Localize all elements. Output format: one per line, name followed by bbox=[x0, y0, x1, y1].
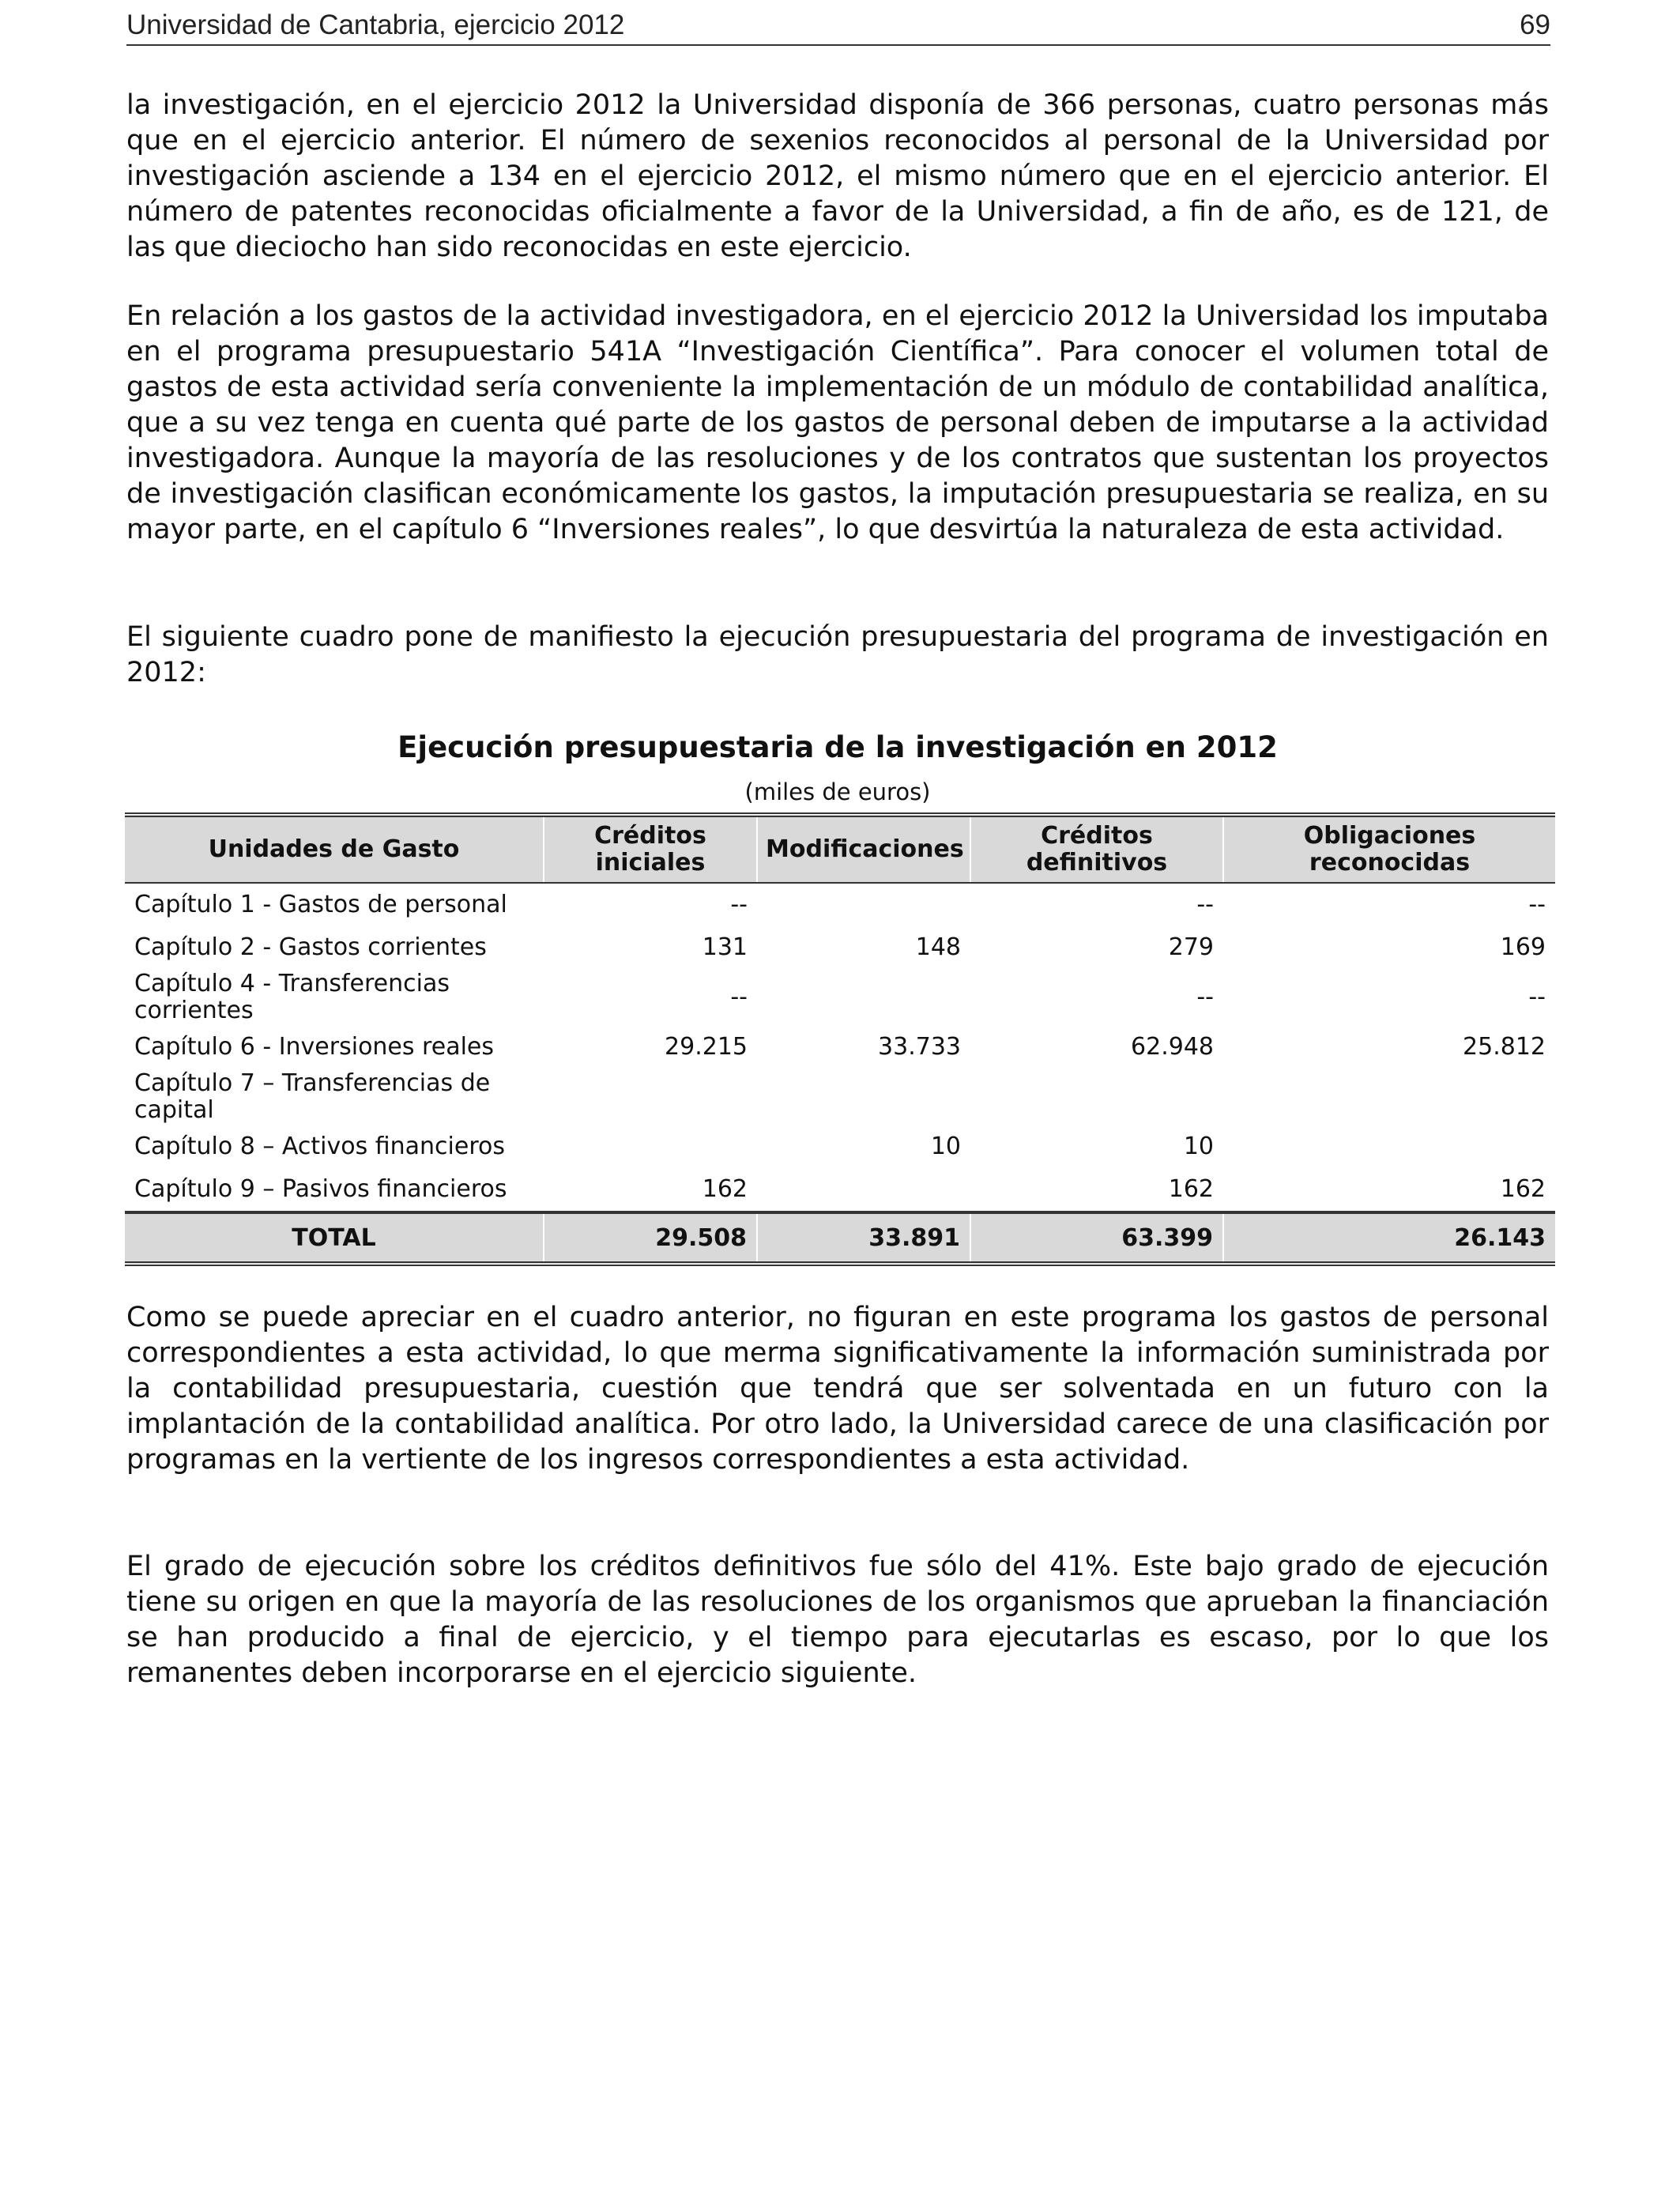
cell-modificaciones: 10 bbox=[930, 1133, 961, 1160]
cell-creditos-definitivos bbox=[970, 1069, 1223, 1125]
table-total-row bbox=[125, 1212, 1555, 1264]
cell-modificaciones bbox=[757, 883, 970, 926]
table-row bbox=[125, 1026, 1555, 1069]
table-row bbox=[125, 926, 1555, 969]
cell-modificaciones bbox=[757, 1069, 970, 1125]
table-row bbox=[125, 883, 1555, 926]
cell-modificaciones bbox=[757, 1168, 970, 1212]
column-header-unidades: Unidades de Gasto bbox=[125, 815, 544, 883]
paragraph-table-intro: El siguiente cuadro pone de manifiesto la ejecución presupuestaria del programa de investigación en 2012: bbox=[126, 621, 1549, 688]
column-header-creditos-definitivos: Créditos definitivos bbox=[970, 815, 1223, 883]
table-row bbox=[125, 1069, 1555, 1125]
paragraph-execution-grade: El grado de ejecución sobre los créditos definitivos fue sólo del 41%. Este bajo grado de ejecución tiene su origen en que la mayoría de las resoluciones de los organismos que aprueban la financiación se han producido a final de ejercicio, y el tiempo para ejecutarlas es escaso, por lo que los remanentes deben incorporarse en el ejercicio siguiente. bbox=[126, 1551, 1549, 1689]
cell-creditos-definitivos: -- bbox=[1196, 983, 1214, 1011]
cell-creditos-definitivos: 62.948 bbox=[1131, 1033, 1214, 1061]
cell-modificaciones: 148 bbox=[915, 933, 961, 961]
table-header-row bbox=[125, 815, 1555, 883]
cell-creditos-definitivos: 279 bbox=[1168, 933, 1214, 961]
row-label: Capítulo 9 – Pasivos financieros bbox=[134, 1175, 507, 1203]
paragraph-research-staff: la investigación, en el ejercicio 2012 la Universidad disponía de 366 personas, cuatro personas más que en el ejercicio anterior. El número de sexenios reconocidos al personal de la Universidad por investigación asciende a 134 en el ejercicio 2012, el mismo número que en el ejercicio anterior. El número de patentes reconocidas oficialmente a favor de la Universidad, a fin de año, es de 121, de las que dieciocho han sido reconocidas en este ejercicio. bbox=[126, 89, 1549, 263]
table-row bbox=[125, 1168, 1555, 1212]
cell-obligaciones: -- bbox=[1528, 891, 1546, 918]
cell-creditos-iniciales: -- bbox=[730, 891, 748, 918]
cell-obligaciones: 169 bbox=[1500, 933, 1546, 961]
row-label: Capítulo 6 - Inversiones reales bbox=[134, 1033, 494, 1061]
row-label: Capítulo 7 – Transferencias de capital bbox=[134, 1069, 491, 1124]
total-creditos-iniciales: 29.508 bbox=[544, 1212, 757, 1264]
cell-obligaciones bbox=[1223, 1069, 1555, 1125]
cell-creditos-iniciales: -- bbox=[730, 983, 748, 1011]
page-number: 69 bbox=[1520, 9, 1550, 40]
cell-creditos-iniciales bbox=[544, 1125, 757, 1168]
page-header bbox=[126, 5, 1550, 46]
cell-modificaciones: 33.733 bbox=[878, 1033, 961, 1061]
row-label: Capítulo 4 - Transferencias corrientes bbox=[134, 970, 450, 1024]
cell-creditos-iniciales: 162 bbox=[702, 1175, 748, 1203]
cell-modificaciones bbox=[757, 969, 970, 1026]
row-label: Capítulo 1 - Gastos de personal bbox=[134, 891, 507, 918]
header-title: Universidad de Cantabria, ejercicio 2012 bbox=[126, 9, 625, 40]
budget-execution-table bbox=[125, 812, 1555, 1266]
total-obligaciones: 26.143 bbox=[1223, 1212, 1555, 1264]
table-units: (miles de euros) bbox=[744, 778, 931, 805]
cell-creditos-definitivos: -- bbox=[1196, 891, 1214, 918]
total-label: TOTAL bbox=[125, 1212, 544, 1264]
table-row bbox=[125, 969, 1555, 1026]
cell-creditos-iniciales bbox=[544, 1069, 757, 1125]
cell-creditos-iniciales: 131 bbox=[702, 933, 748, 961]
column-header-creditos-iniciales: Créditos iniciales bbox=[544, 815, 757, 883]
paragraph-table-analysis: Como se puede apreciar en el cuadro anterior, no figuran en este programa los gastos de personal correspondientes a esta actividad, lo que merma significativamente la información suministrada por la contabilidad presupuestaria, cuestión que tendrá que ser solventada en un futuro con la implantación de la contabilidad analítica. Por otro lado, la Universidad carece de una clasificación por programas en la vertiente de los ingresos correspondientes a esta actividad. bbox=[126, 1302, 1549, 1476]
total-modificaciones: 33.891 bbox=[757, 1212, 970, 1264]
table-row bbox=[125, 1125, 1555, 1168]
row-label: Capítulo 2 - Gastos corrientes bbox=[134, 933, 487, 961]
cell-creditos-definitivos: 10 bbox=[1183, 1133, 1214, 1160]
cell-creditos-iniciales: 29.215 bbox=[665, 1033, 748, 1061]
cell-creditos-definitivos: 162 bbox=[1168, 1175, 1214, 1203]
row-label: Capítulo 8 – Activos financieros bbox=[134, 1133, 505, 1160]
cell-obligaciones bbox=[1223, 1125, 1555, 1168]
total-creditos-definitivos: 63.399 bbox=[970, 1212, 1223, 1264]
cell-obligaciones: 25.812 bbox=[1463, 1033, 1546, 1061]
paragraph-research-expenses: En relación a los gastos de la actividad investigadora, en el ejercicio 2012 la Universidad los imputaba en el programa presupuestario 541A “Investigación Científica”. Para conocer el volumen total de gastos de esta actividad sería conveniente la implementación de un módulo de contabilidad analítica, que a su vez tenga en cuenta qué parte de los gastos de personal deben de imputarse a la actividad investigadora. Aunque la mayoría de las resoluciones y de los contratos que sustentan los proyectos de investigación clasifican económicamente los gastos, la imputación presupuestaria se realiza, en su mayor parte, en el capítulo 6 “Inversiones reales”, lo que desvirtúa la naturaleza de esta actividad. bbox=[126, 300, 1549, 545]
cell-obligaciones: 162 bbox=[1500, 1175, 1546, 1203]
cell-obligaciones: -- bbox=[1528, 983, 1546, 1011]
column-header-obligaciones: Obligaciones reconocidas bbox=[1223, 815, 1555, 883]
column-header-modificaciones: Modificaciones bbox=[757, 815, 970, 883]
table-title: Ejecución presupuestaria de la investigación en 2012 bbox=[397, 730, 1278, 764]
